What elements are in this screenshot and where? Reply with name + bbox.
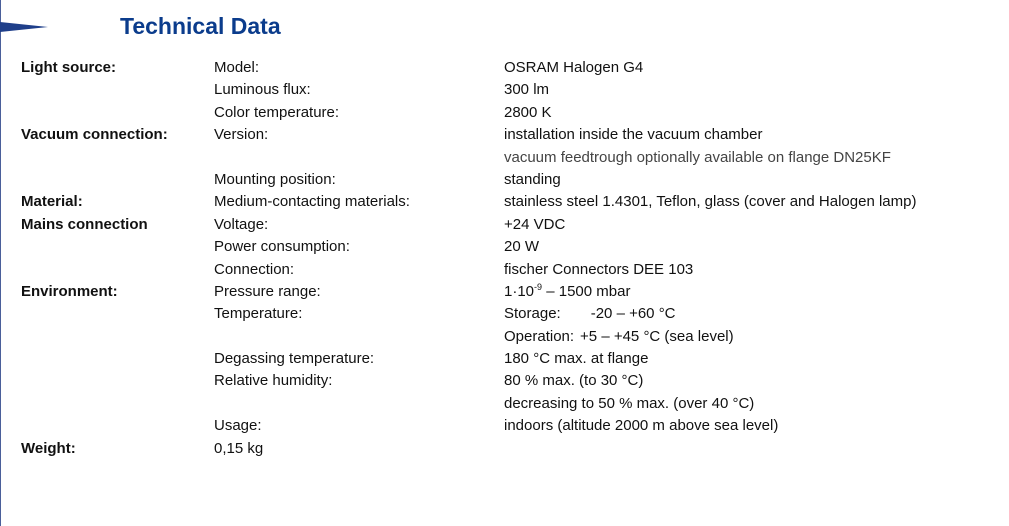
spec-label: Connection: (214, 260, 295, 278)
spec-row (0, 214, 1009, 236)
spec-row (0, 438, 1009, 460)
spec-row (0, 281, 1009, 303)
header-flag-icon (0, 22, 48, 32)
spec-category: Material: (21, 193, 83, 211)
page-title: Technical Data (120, 13, 281, 39)
spec-value: indoors (altitude 2000 m above sea level) (504, 417, 779, 435)
spec-value: vacuum feedtrough optionally available on flange DN25KF (504, 148, 891, 166)
spec-label: Usage: (214, 417, 262, 435)
pressure-rest: – 1500 mbar (542, 282, 631, 300)
spec-value: OSRAM Halogen G4 (504, 59, 644, 76)
spec-value: 80 % max. (to 30 °C) (504, 372, 644, 390)
spec-category: Mains connection (21, 215, 148, 233)
spec-value: 180 °C max. at flange (504, 350, 649, 368)
spec-value: fischer Connectors DEE 103 (504, 260, 694, 278)
spec-category: Environment: (21, 282, 118, 300)
spec-table (0, 57, 1009, 460)
spec-label: Mounting position: (214, 170, 336, 188)
spec-row (0, 415, 1009, 437)
spec-row (0, 169, 1009, 191)
spec-value: decreasing to 50 % max. (over 40 °C) (504, 394, 755, 412)
spec-category: Light source: (21, 59, 117, 76)
spec-value: stainless steel 1.4301, Teflon, glass (cover and Halogen lamp) (504, 193, 917, 211)
spec-label: Luminous flux: (214, 81, 311, 99)
spec-value-temperature (504, 303, 676, 325)
temperature-key: Operation: (504, 327, 575, 345)
spec-row (0, 102, 1009, 124)
spec-label: Color temperature: (214, 103, 340, 121)
spec-value: +24 VDC (504, 215, 566, 233)
spec-category: Vacuum connection: (21, 126, 168, 144)
spec-value-pressure (504, 281, 630, 303)
spec-value-temperature (504, 326, 734, 348)
spec-row (0, 326, 1009, 348)
spec-row (0, 147, 1009, 169)
spec-row (0, 348, 1009, 370)
spec-row (0, 393, 1009, 415)
spec-label: Temperature: (214, 305, 303, 323)
spec-label: Power consumption: (214, 238, 350, 256)
spec-value: 300 lm (504, 81, 550, 99)
spec-value: installation inside the vacuum chamber (504, 126, 763, 144)
temperature-range: +5 – +45 °C (sea level) (580, 327, 734, 345)
spec-row (0, 303, 1009, 325)
spec-row (0, 370, 1009, 392)
spec-category: Weight: (21, 439, 76, 457)
spec-label: Pressure range: (214, 282, 321, 300)
spec-value: 2800 K (504, 103, 552, 121)
pressure-base: 1·10 (504, 282, 535, 300)
pressure-exponent: -9 (534, 281, 543, 292)
spec-row (0, 236, 1009, 258)
spec-label: Degassing temperature: (214, 350, 375, 368)
spec-label: Voltage: (214, 215, 269, 233)
spec-value: standing (504, 170, 561, 188)
temperature-key: Storage: (504, 305, 561, 323)
spec-row (0, 259, 1009, 281)
spec-row (0, 79, 1009, 101)
spec-label: 0,15 kg (214, 439, 264, 457)
spec-value: 20 W (504, 238, 540, 256)
spec-label: Model: (214, 59, 260, 76)
spec-row (0, 124, 1009, 146)
spec-row (0, 191, 1009, 213)
spec-label: Medium-contacting materials: (214, 193, 410, 211)
spec-label: Relative humidity: (214, 372, 333, 390)
temperature-range: -20 – +60 °C (590, 305, 676, 323)
spec-row (0, 57, 1009, 79)
spec-label: Version: (214, 126, 269, 144)
